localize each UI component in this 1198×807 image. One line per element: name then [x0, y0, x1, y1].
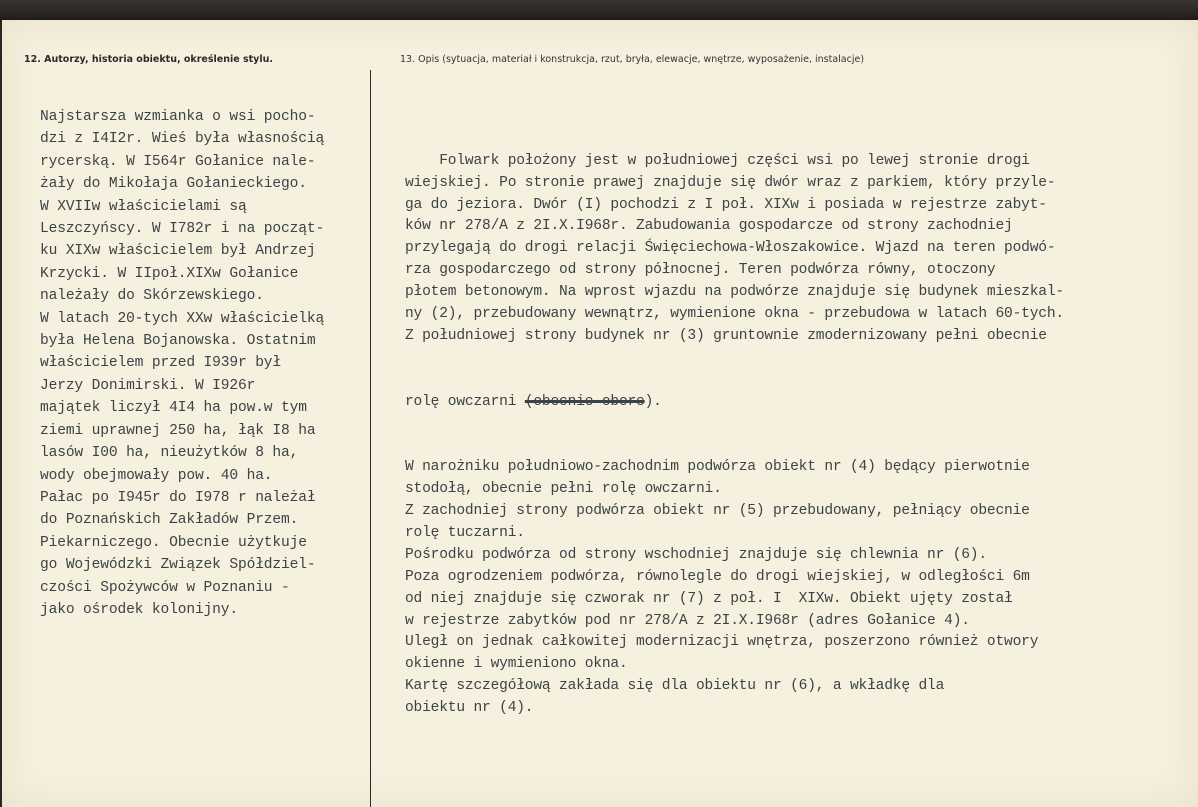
text-line: Uległ on jednak całkowitej modernizacji wnętrza, poszerzono również otwory — [405, 634, 1039, 651]
struck-line-start: rolę owczarni — [405, 393, 525, 410]
text-line: Z zachodniej strony podwórza obiekt nr (5) przebudowany, pełniący obecnie — [405, 503, 1030, 520]
text-line: rycerską. W I564r Gołanice nale- — [40, 153, 316, 170]
text-line: W XVIIw właścicielami są — [40, 198, 247, 215]
text-line: przylegają do drogi relacji Święciechowa-Włoszakowice. Wjazd na teren podwó- — [405, 240, 1056, 257]
text-line: dzi z I4I2r. Wieś była własnością — [40, 131, 325, 148]
text-line: czości Spożywców w Poznaniu - — [40, 579, 290, 596]
text-line: od niej znajduje się czworak nr (7) z poł. I XIXw. Obiekt ujęty został — [405, 590, 1013, 607]
text-line: W latach 20-tych XXw właścicielką — [40, 310, 325, 327]
text-line: Z południowej strony budynek nr (3) gruntownie zmodernizowany pełni obecnie — [405, 327, 1047, 344]
text-line: ny (2), przebudowany wewnątrz, wymienione okna - przebudowa w latach 60-tych. — [405, 306, 1064, 323]
column-divider — [370, 70, 371, 807]
text-line: rolę tuczarni. — [405, 525, 525, 542]
text-line: Najstarsza wzmianka o wsi pocho- — [40, 109, 316, 125]
text-line: ziemi uprawnej 250 ha, łąk I8 ha — [40, 422, 316, 439]
text-line: była Helena Bojanowska. Ostatnim — [40, 333, 316, 350]
text-line: należały do Skórzewskiego. — [40, 288, 264, 305]
text-line: Jerzy Donimirski. W I926r — [40, 377, 256, 394]
section-13-heading: 13. Opis (sytuacja, materiał i konstrukcja, rzut, bryła, elewacje, wnętrze, wyposażenie, instalacje) — [400, 54, 865, 65]
text-line: płotem betonowym. Na wprost wjazdu na podwórze znajduje się budynek mieszkal- — [405, 284, 1064, 301]
text-line: żały do Mikołaja Gołanieckiego. — [40, 176, 307, 193]
section-13-body — [405, 107, 1185, 742]
section-12-heading: 12. Autorzy, historia obiektu, określenie stylu. — [24, 54, 273, 65]
text-line: okienne i wymieniono okna. — [405, 656, 628, 673]
text-line: ków nr 278/A z 2I.X.I968r. Zabudowania gospodarcze od strony zachodniej — [405, 218, 1013, 235]
text-line: Pałac po I945r do I978 r należał — [40, 489, 316, 506]
text-line: jako ośrodek kolonijny. — [40, 601, 238, 618]
text-line: wiejskiej. Po stronie prawej znajduje się dwór wraz z parkiem, który przyle- — [405, 174, 1056, 191]
text-line: ku XIXw właścicielem był Andrzej — [40, 243, 316, 260]
section-13-struck-line — [405, 392, 1185, 414]
text-line: Pośrodku podwórza od strony wschodniej znajduje się chlewnia nr (6). — [405, 546, 987, 563]
text-line: Folwark położony jest w południowej części wsi po lewej stronie drogi — [405, 152, 1030, 169]
text-line: go Wojewódzki Związek Spółdziel- — [40, 557, 316, 574]
text-line: wody obejmowały pow. 40 ha. — [40, 467, 273, 484]
text-line: lasów I00 ha, nieużytków 8 ha, — [40, 445, 299, 462]
text-line: Krzycki. W IIpoł.XIXw Gołanice — [40, 265, 299, 282]
text-line: rza gospodarczego od strony północnej. Teren podwórza równy, otoczony — [405, 262, 996, 279]
text-line: Leszczyńscy. W I782r i na począt- — [40, 221, 325, 238]
text-line: W narożniku południowo-zachodnim podwórza obiekt nr (4) będący pierwotnie — [405, 459, 1030, 476]
text-line: do Poznańskich Zakładów Przem. — [40, 512, 299, 529]
text-line: ga do jeziora. Dwór (I) pochodzi z I poł. XIXw i posiada w rejestrze zabyt- — [405, 196, 1047, 213]
struck-line-end: ). — [644, 393, 662, 410]
text-line: Piekarniczego. Obecnie użytkuje — [40, 534, 307, 551]
struck-text: (obecnie obore — [524, 393, 645, 410]
text-line: Kartę szczegółową zakłada się dla obiektu nr (6), a wkładkę dla — [405, 678, 945, 695]
text-line: w rejestrze zabytków pod nr 278/A z 2I.X.I968r (adres Gołanice 4). — [405, 612, 970, 629]
text-line: Poza ogrodzeniem podwórza, równolegle do drogi wiejskiej, w odległości 6m — [405, 568, 1030, 585]
text-line: obiektu nr (4). — [405, 700, 534, 717]
section-12-body — [40, 106, 370, 621]
text-line: właścicielem przed I939r był — [40, 355, 282, 372]
text-line: majątek liczył 4I4 ha pow.w tym — [40, 400, 307, 417]
dark-top-strip — [0, 0, 1198, 22]
text-line: stodołą, obecnie pełni rolę owczarni. — [405, 481, 722, 498]
